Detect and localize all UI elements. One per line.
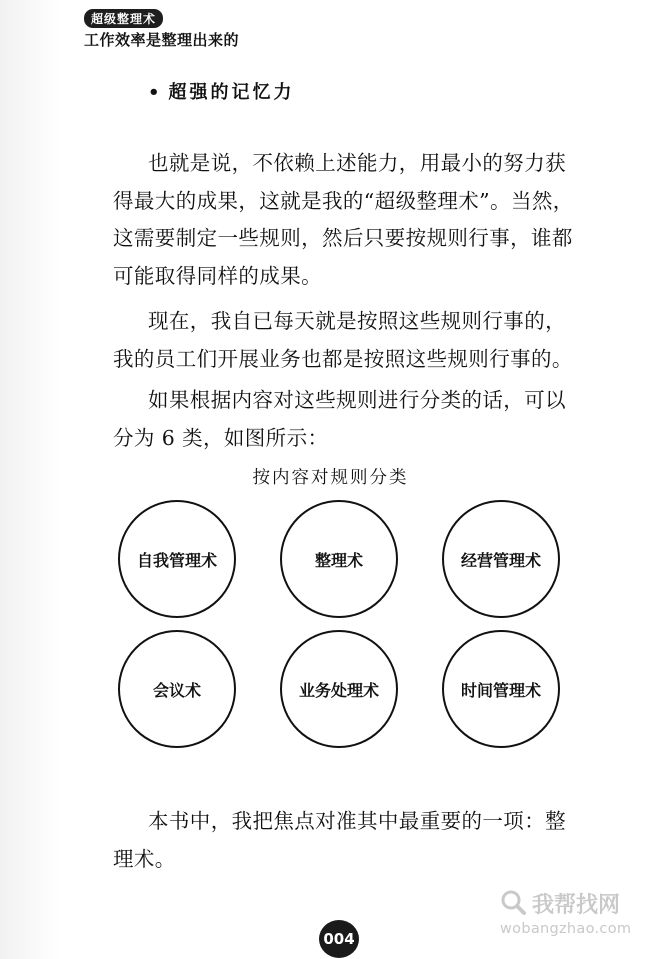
bullet: • bbox=[148, 82, 163, 103]
page-number: 004 bbox=[319, 920, 359, 958]
paragraph-2: 现在，我自已每天就是按照这些规则行事的，我的员工们开展业务也都是按照这些规则行事的。 bbox=[113, 309, 573, 371]
book-subtitle: 工作效率是整理出来的 bbox=[84, 31, 240, 49]
series-badge: 超级整理术 bbox=[84, 9, 163, 28]
running-header bbox=[84, 8, 239, 50]
category-circle-task-handling: 业务处理术 bbox=[280, 630, 398, 748]
paragraph-4: 本书中，我把焦点对准其中最重要的一项：整理术。 bbox=[113, 809, 566, 871]
category-circle-time-management: 时间管理术 bbox=[442, 630, 560, 748]
paragraph-3: 如果根据内容对这些规则进行分类的话，可以分为 6 类，如图所示： bbox=[113, 388, 566, 450]
category-circle-meetings: 会议术 bbox=[118, 630, 236, 748]
category-circle-organizing: 整理术 bbox=[280, 500, 398, 618]
watermark-text: 我帮找网 bbox=[532, 893, 621, 918]
watermark-url: wobangzhao.com bbox=[500, 921, 632, 937]
figure-title: 按内容对规则分类 bbox=[252, 468, 409, 488]
magnifier-icon bbox=[500, 889, 526, 919]
section-heading-text: 超强的记忆力 bbox=[168, 82, 295, 103]
watermark bbox=[500, 888, 660, 937]
paragraph-1: 也就是说，不依赖上述能力，用最小的努力获得最大的成果，这就是我的“超级整理术”。当然，这需要制定一些规则，然后只要按规则行事，谁都可能取得同样的成果。 bbox=[113, 151, 574, 288]
category-circle-business-management: 经营管理术 bbox=[442, 500, 560, 618]
section-heading bbox=[148, 78, 295, 104]
category-circle-self-management: 自我管理术 bbox=[118, 500, 236, 618]
